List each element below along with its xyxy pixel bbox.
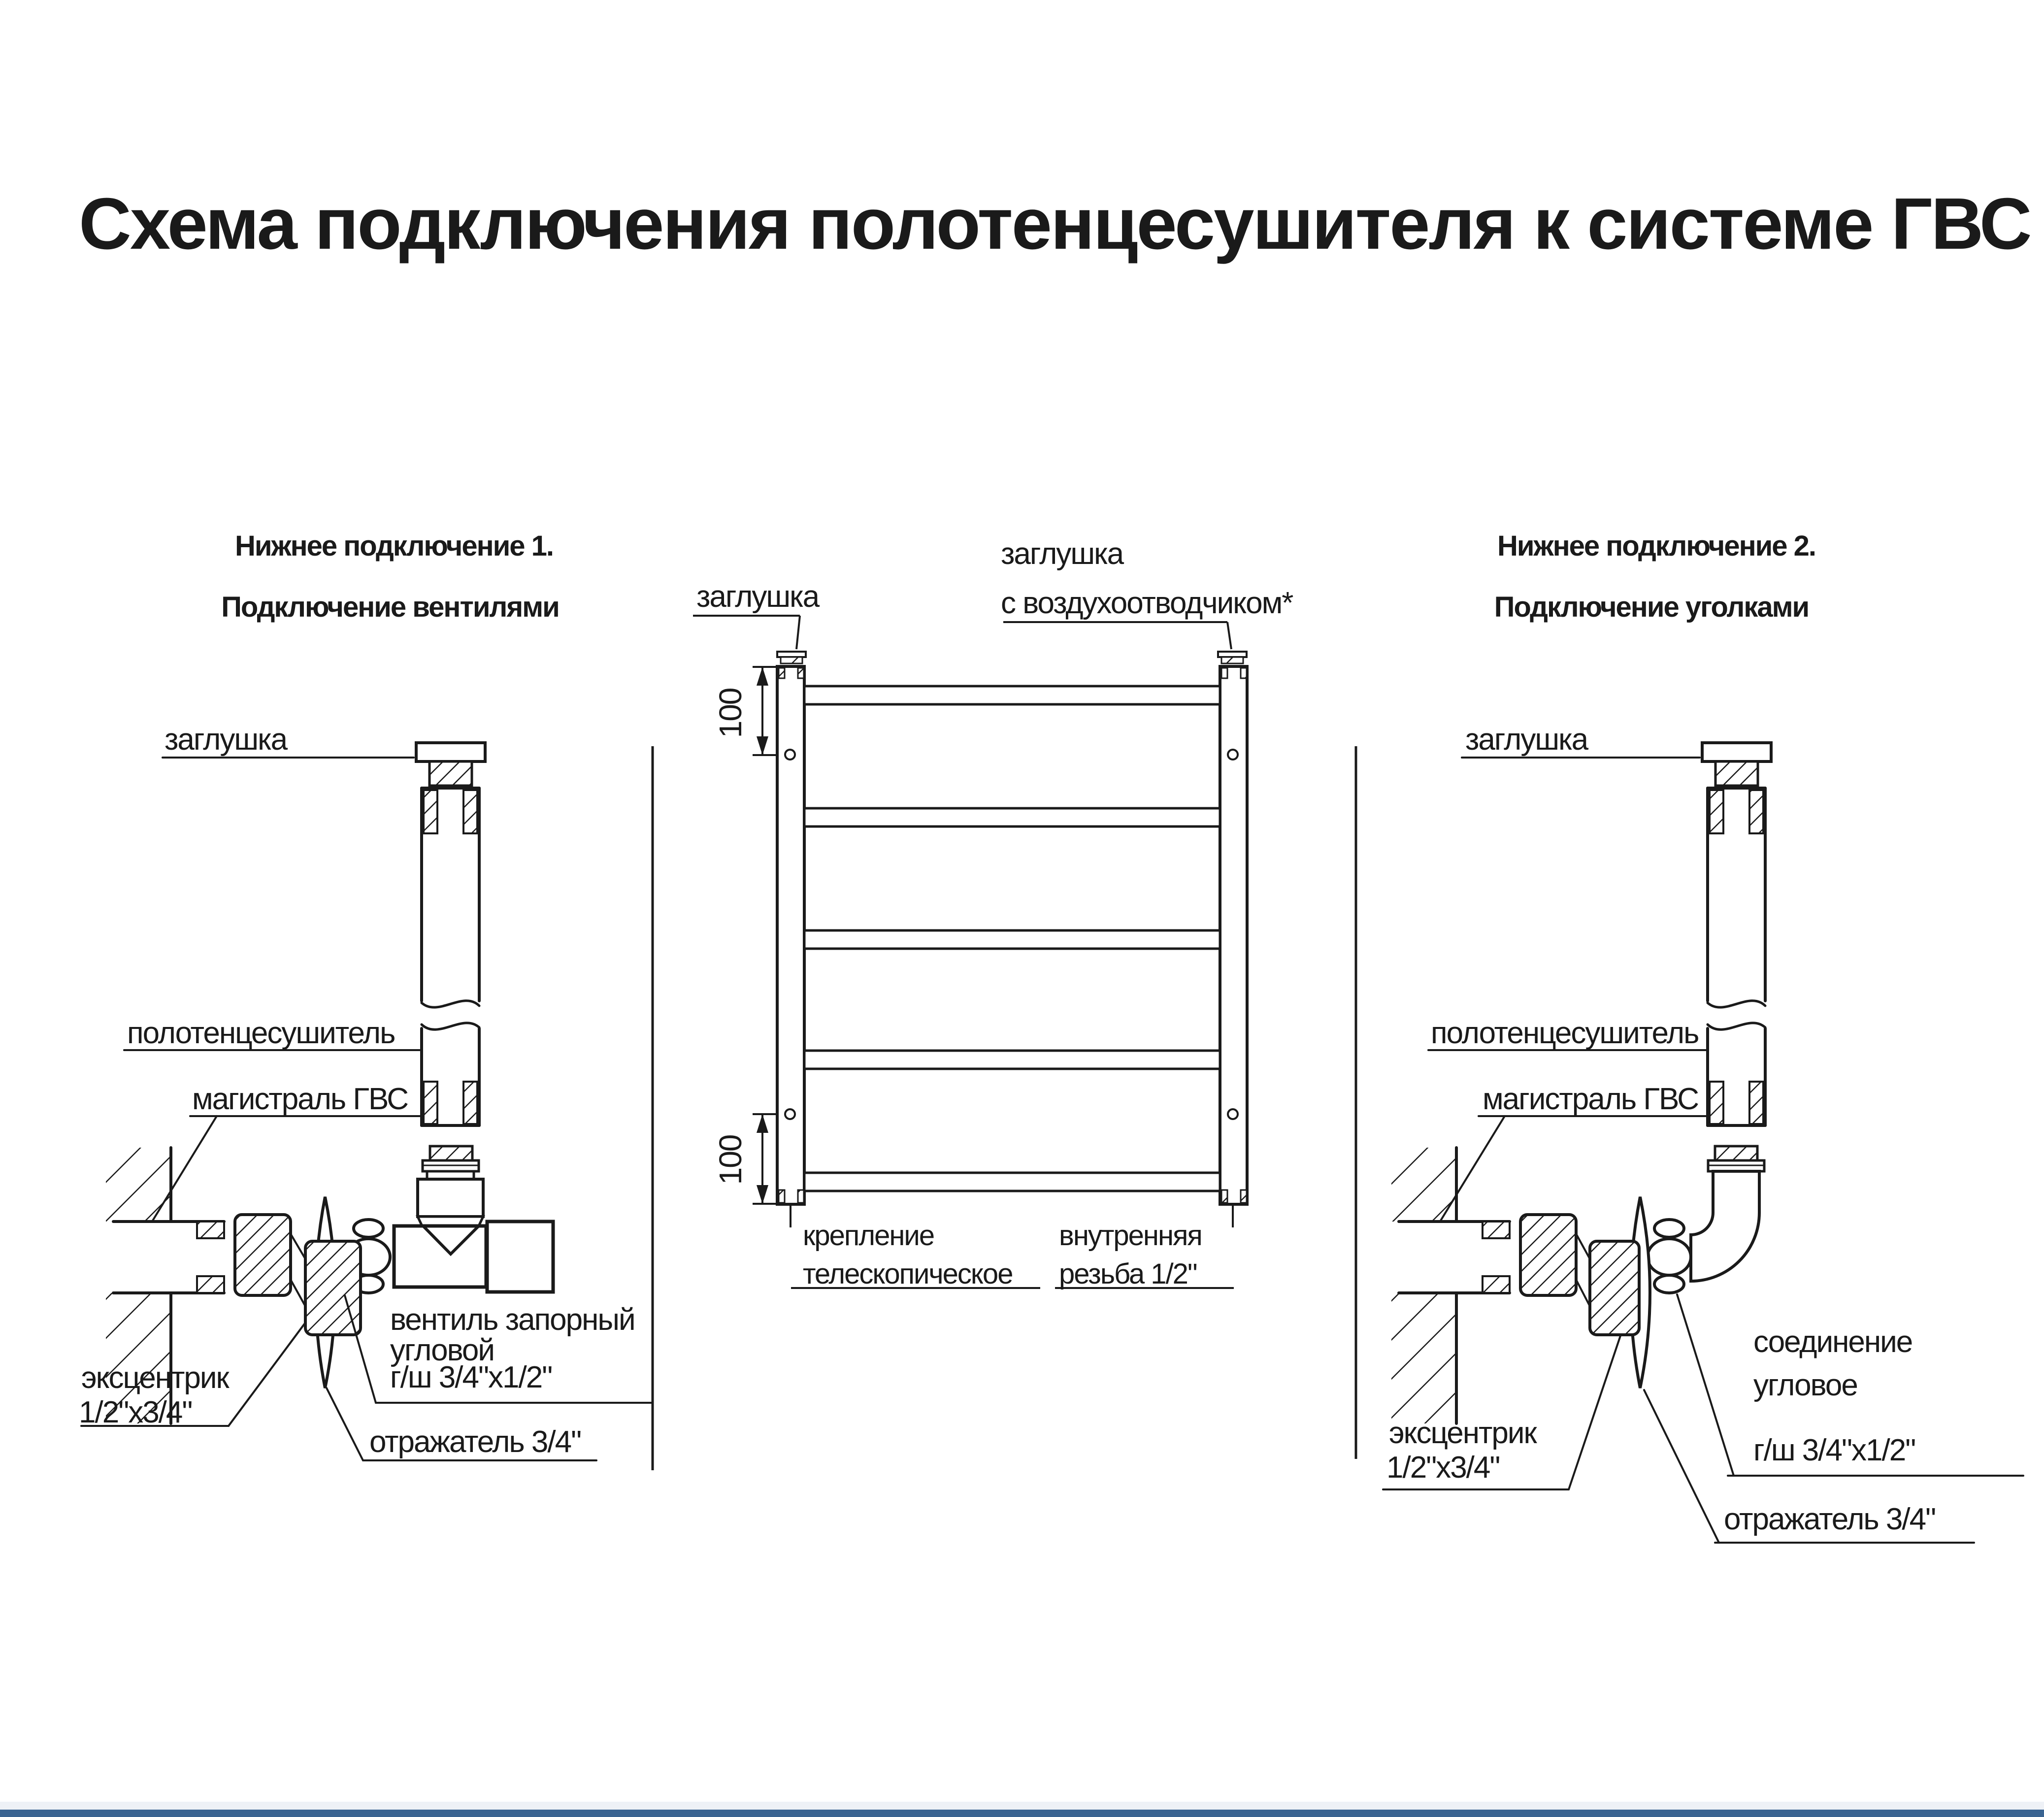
left-valve-label-3: г/ш 3/4"x1/2" bbox=[390, 1360, 552, 1394]
dimension-bottom-100 bbox=[753, 1114, 777, 1204]
center-plug-label: заглушка bbox=[696, 580, 819, 614]
plug-thread bbox=[1715, 761, 1758, 786]
angle-valve bbox=[347, 1146, 553, 1293]
dim-value-bottom: 100 bbox=[713, 1135, 748, 1185]
valve-body bbox=[394, 1226, 486, 1287]
left-section-heading-2: Подключение вентилями bbox=[221, 591, 559, 623]
right-plug-label: заглушка bbox=[1465, 723, 1588, 757]
left-plug-label: заглушка bbox=[165, 723, 287, 757]
dimension-top-100 bbox=[753, 667, 777, 755]
ladder-right-tube bbox=[1220, 666, 1247, 1204]
right-reflector-label: отражатель 3/4" bbox=[1724, 1502, 1936, 1536]
left-section-heading-1: Нижнее подключение 1. bbox=[234, 530, 554, 562]
ladder-left-tube bbox=[777, 666, 804, 1204]
dim-value-top: 100 bbox=[713, 688, 748, 738]
tube-thread-left bbox=[424, 790, 437, 833]
ladder-plug-right bbox=[1218, 652, 1247, 657]
wall-with-main bbox=[1391, 1148, 1510, 1423]
valve-tailpiece-thread bbox=[430, 1146, 472, 1160]
valve-bonnet bbox=[418, 1179, 483, 1217]
left-towel-rail-label: полотенцесушитель bbox=[127, 1016, 395, 1050]
right-elbow-label-3: г/ш 3/4"x1/2" bbox=[1753, 1433, 1915, 1467]
wall-hatching bbox=[106, 1148, 171, 1222]
right-hot-water-main-label: магистраль ГВС bbox=[1483, 1082, 1699, 1116]
elbow-union-nut bbox=[1648, 1239, 1691, 1275]
tube-thread-right bbox=[463, 790, 477, 833]
plug-thread bbox=[429, 761, 472, 786]
left-valve-label-2: угловой bbox=[390, 1333, 494, 1367]
right-towel-rail-label: полотенцесушитель bbox=[1431, 1016, 1699, 1050]
left-valve-label-1: вентиль запорный bbox=[390, 1303, 635, 1337]
right-elbow-label-1: соединение bbox=[1753, 1325, 1912, 1359]
plug-cap bbox=[1702, 743, 1771, 761]
ladder-plug-left bbox=[777, 652, 806, 657]
center-mount-label-2: телескопическое bbox=[803, 1258, 1013, 1290]
valve-outlet bbox=[487, 1222, 553, 1292]
center-mount-label-1: крепление bbox=[803, 1220, 934, 1252]
right-eccentric-label-2: 1/2"x3/4" bbox=[1386, 1451, 1500, 1485]
center-diagram-towel-rail bbox=[693, 616, 1247, 1288]
mount-hole bbox=[785, 750, 795, 760]
left-eccentric-label-1: эксцентрик bbox=[81, 1361, 229, 1395]
footer-accent-bar bbox=[0, 1810, 2044, 1817]
left-reflector-label: отражатель 3/4" bbox=[369, 1425, 581, 1459]
mount-hole bbox=[785, 1109, 795, 1119]
plug-cap bbox=[416, 743, 485, 761]
left-hot-water-main-label: магистраль ГВС bbox=[192, 1082, 408, 1116]
mount-hole bbox=[1228, 1109, 1238, 1119]
right-elbow-label-2: угловое bbox=[1753, 1368, 1857, 1402]
left-eccentric-label-2: 1/2"x3/4" bbox=[79, 1395, 192, 1429]
right-section-heading-1: Нижнее подключение 2. bbox=[1497, 530, 1816, 562]
center-air-plug-label-2: с воздухоотводчиком* bbox=[1001, 586, 1293, 620]
center-thread-label-2: резьба 1/2" bbox=[1059, 1258, 1197, 1290]
right-section-heading-2: Подключение уголками bbox=[1494, 591, 1809, 623]
tube-break-wave bbox=[422, 1001, 479, 1007]
eccentric-fitting bbox=[1520, 1215, 1639, 1335]
mount-hole bbox=[1228, 750, 1238, 760]
center-thread-label-1: внутренняя bbox=[1059, 1220, 1202, 1252]
right-eccentric-label-1: эксцентрик bbox=[1389, 1416, 1536, 1450]
footer-light-strip bbox=[0, 1802, 2044, 1810]
center-air-plug-label-1: заглушка bbox=[1001, 537, 1123, 571]
page-title: Схема подключения полотенцесушителя к системе ГВС bbox=[79, 183, 2031, 264]
elbow-body bbox=[1691, 1171, 1759, 1281]
elbow-tailpiece-thread bbox=[1715, 1146, 1757, 1160]
eccentric-fitting bbox=[235, 1215, 361, 1335]
ladder-rungs bbox=[804, 686, 1220, 1191]
angle-elbow-fitting bbox=[1648, 1146, 1764, 1293]
